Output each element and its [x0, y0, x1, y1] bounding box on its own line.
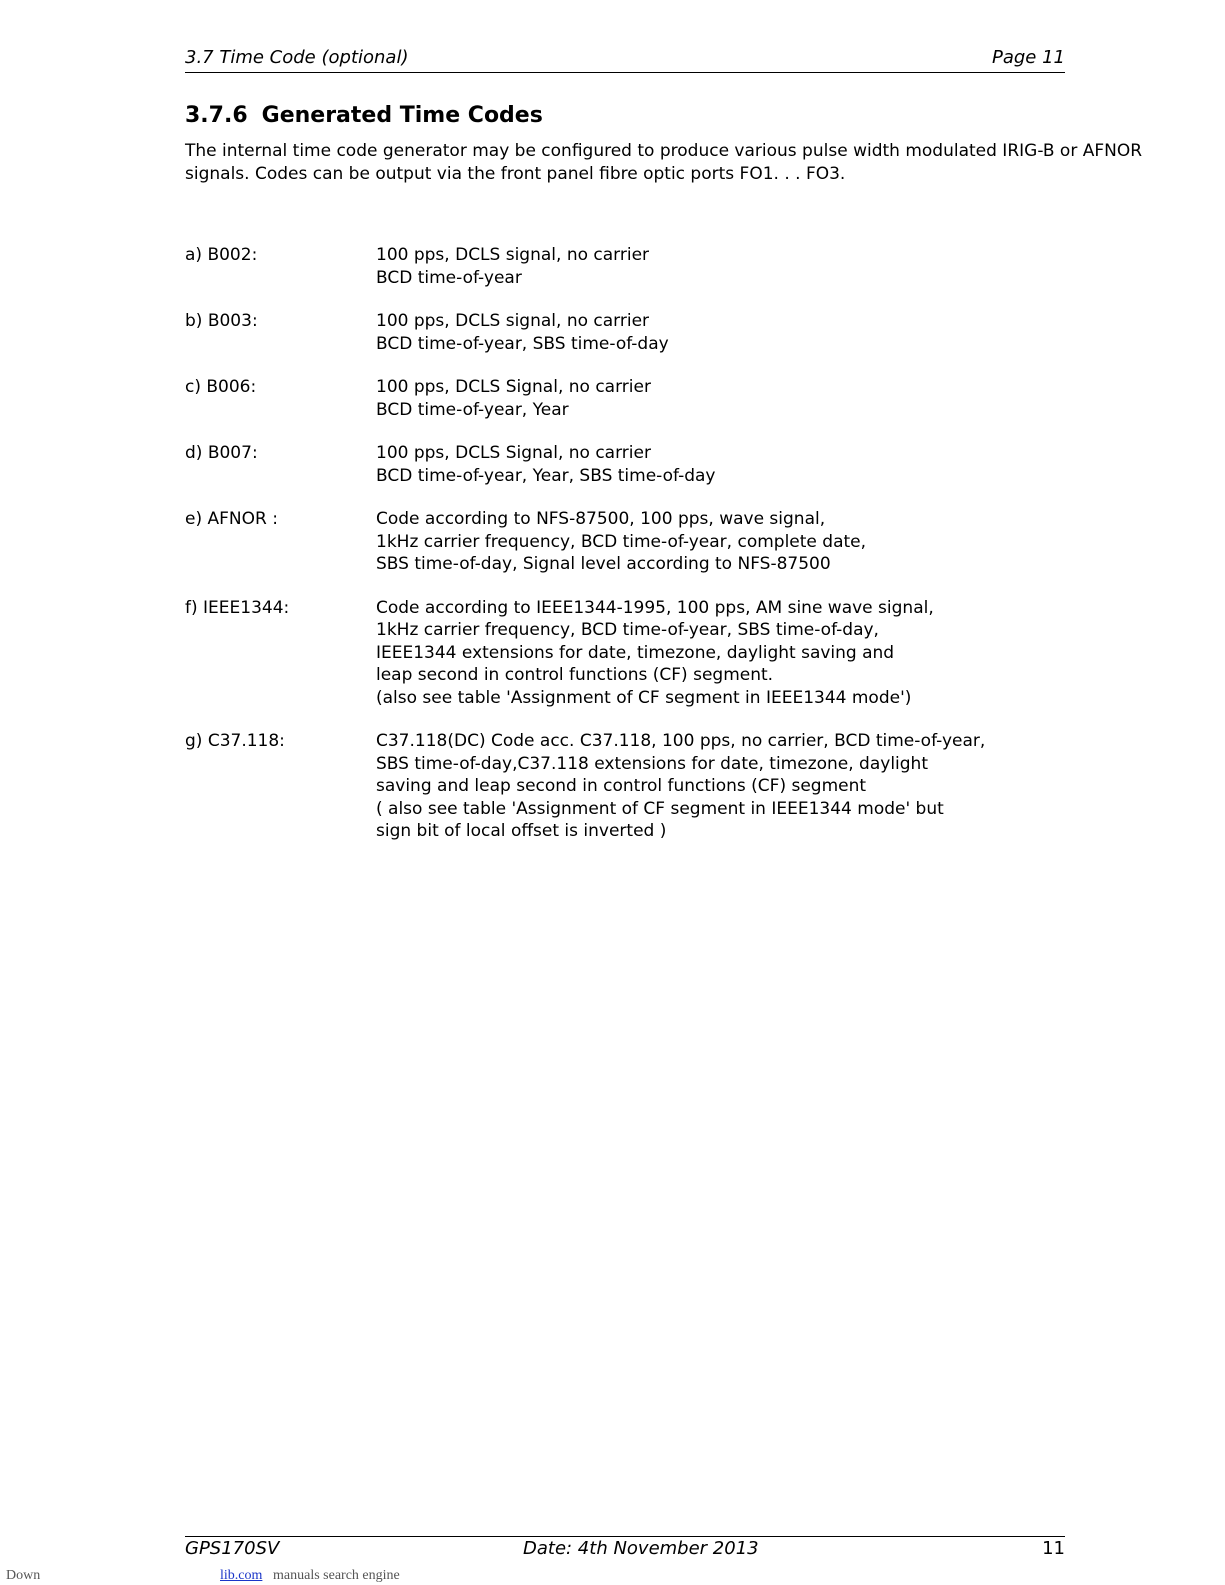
watermark-prefix: Down [6, 1568, 41, 1583]
intro-line: The internal time code generator may be configured to produce various pulse width modulated IRIG-B or AFNOR [185, 141, 1143, 161]
code-description-line: BCD time-of-year, Year, SBS time-of-day [376, 465, 716, 486]
code-description [376, 244, 1065, 289]
header-page-label: Page 11 [991, 47, 1065, 68]
code-description-line: SBS time-of-day, Signal level according to NFS-87500 [376, 554, 831, 574]
code-description-line: BCD time-of-year [376, 267, 522, 288]
code-description [376, 442, 1065, 487]
code-item-ieee1344 [185, 597, 1065, 710]
code-description-line: BCD time-of-year, Year [376, 399, 569, 420]
code-term: a) B002: [185, 245, 258, 265]
code-description-line: ( also see table 'Assignment of CF segment in IEEE1344 mode' but [376, 798, 944, 819]
watermark-link[interactable]: lib.com [220, 1568, 263, 1583]
code-description-line: sign bit of local offset is inverted ) [376, 821, 667, 841]
code-item-b003 [185, 310, 1065, 355]
code-description [376, 508, 1065, 576]
footer-product: GPS170SV [185, 1538, 280, 1559]
watermark-text: manuals search engine [273, 1568, 400, 1583]
code-description-line: Code according to IEEE1344-1995, 100 pps, AM sine wave signal, [376, 597, 934, 618]
code-description-line: saving and leap second in control functions (CF) segment [376, 776, 867, 796]
code-description-line: 1kHz carrier frequency, BCD time-of-year, SBS time-of-day, [376, 620, 879, 640]
code-description-line: 100 pps, DCLS Signal, no carrier [376, 443, 651, 463]
section-heading [185, 101, 543, 131]
code-item-b006 [185, 376, 1065, 421]
code-term: e) AFNOR : [185, 509, 278, 529]
code-description-line: 100 pps, DCLS signal, no carrier [376, 311, 650, 331]
code-item-b002 [185, 244, 1065, 289]
watermark [0, 1566, 1225, 1585]
code-description [376, 310, 1065, 355]
time-code-list [185, 244, 1065, 864]
code-description-line: (also see table 'Assignment of CF segment in IEEE1344 mode') [376, 687, 912, 708]
code-description-line: SBS time-of-day,C37.118 extensions for date, timezone, daylight [376, 753, 929, 774]
code-description [376, 376, 1065, 421]
code-term: f) IEEE1344: [185, 597, 290, 618]
code-description-line: 1kHz carrier frequency, BCD time-of-year, complete date, [376, 531, 867, 552]
code-description-line: C37.118(DC) Code acc. C37.118, 100 pps, no carrier, BCD time-of-year, [376, 731, 986, 751]
code-description-line: IEEE1344 extensions for date, timezone, daylight saving and [376, 642, 895, 663]
running-header [185, 46, 1065, 73]
code-term: b) B003: [185, 311, 258, 331]
code-term: c) B006: [185, 377, 257, 397]
header-section-title: 3.7 Time Code (optional) [185, 47, 409, 68]
code-description [376, 597, 1065, 710]
code-description-line: 100 pps, DCLS signal, no carrier [376, 245, 650, 265]
code-term: d) B007: [185, 443, 258, 463]
running-footer [185, 1536, 1065, 1561]
code-item-c37-118 [185, 730, 1065, 843]
code-description-line: 100 pps, DCLS Signal, no carrier [376, 377, 651, 397]
code-item-b007 [185, 442, 1065, 487]
code-description-line: Code according to NFS-87500, 100 pps, wave signal, [376, 509, 826, 529]
intro-line: signals. Codes can be output via the front panel fibre optic ports FO1. . . FO3. [185, 164, 846, 184]
code-term: g) C37.118: [185, 731, 285, 751]
intro-paragraph [185, 140, 1143, 186]
footer-page-number: 11 [1042, 1538, 1065, 1559]
code-item-afnor [185, 508, 1065, 576]
section-title: Generated Time Codes [261, 103, 543, 128]
footer-date: Date: 4th November 2013 [523, 1538, 759, 1559]
code-description-line: BCD time-of-year, SBS time-of-day [376, 333, 669, 354]
section-number: 3.7.6 [185, 103, 248, 128]
code-description [376, 730, 1065, 843]
code-description-line: leap second in control functions (CF) segment. [376, 665, 774, 685]
